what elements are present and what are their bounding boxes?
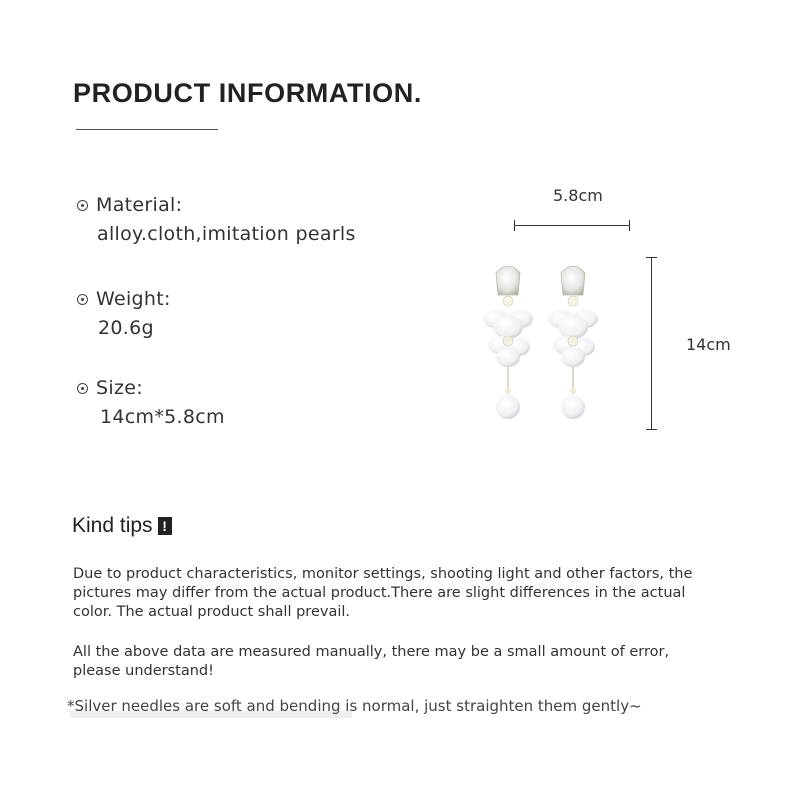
disclaimer-paragraph: Due to product characteristics, monitor settings, shooting light and other factors, the pictures may differ from the actual product.There are slight differences in the actual color. The actual product shall prevail. [73, 566, 693, 620]
width-dimension-label: 5.8cm [553, 186, 603, 205]
title-underline [76, 129, 218, 130]
width-dimension-line [514, 225, 630, 226]
spec-size-label: Size: [96, 377, 143, 399]
spec-size [77, 375, 225, 428]
exclamation-icon: ! [158, 517, 172, 535]
width-dimension-tick-right [629, 220, 630, 231]
spec-material-label: Material: [96, 194, 183, 216]
silver-needle-note: *Silver needles are soft and bending is normal, just straighten them gently~ [67, 697, 642, 715]
spec-size-value: 14cm*5.8cm [100, 406, 225, 428]
target-bullet-icon [77, 383, 88, 394]
spec-material [77, 192, 356, 245]
width-dimension-tick-left [514, 220, 515, 231]
target-bullet-icon [77, 200, 88, 211]
height-dimension-label: 14cm [686, 335, 731, 354]
height-dimension-tick-bottom [646, 429, 657, 430]
spec-weight [77, 286, 171, 339]
measurement-paragraph: All the above data are measured manually, there may be a small amount of error, please understand! [73, 644, 670, 679]
height-dimension-line [651, 257, 652, 429]
target-bullet-icon [77, 294, 88, 305]
height-dimension-tick-top [646, 257, 657, 258]
kind-tips-heading [72, 514, 172, 538]
page-title: PRODUCT INFORMATION. [73, 78, 422, 108]
spec-weight-label: Weight: [96, 288, 171, 310]
earrings-product-image [470, 255, 620, 425]
spec-material-value: alloy.cloth,imitation pearls [97, 223, 356, 245]
kind-tips-title: Kind tips [72, 514, 153, 537]
spec-weight-value: 20.6g [98, 317, 154, 339]
